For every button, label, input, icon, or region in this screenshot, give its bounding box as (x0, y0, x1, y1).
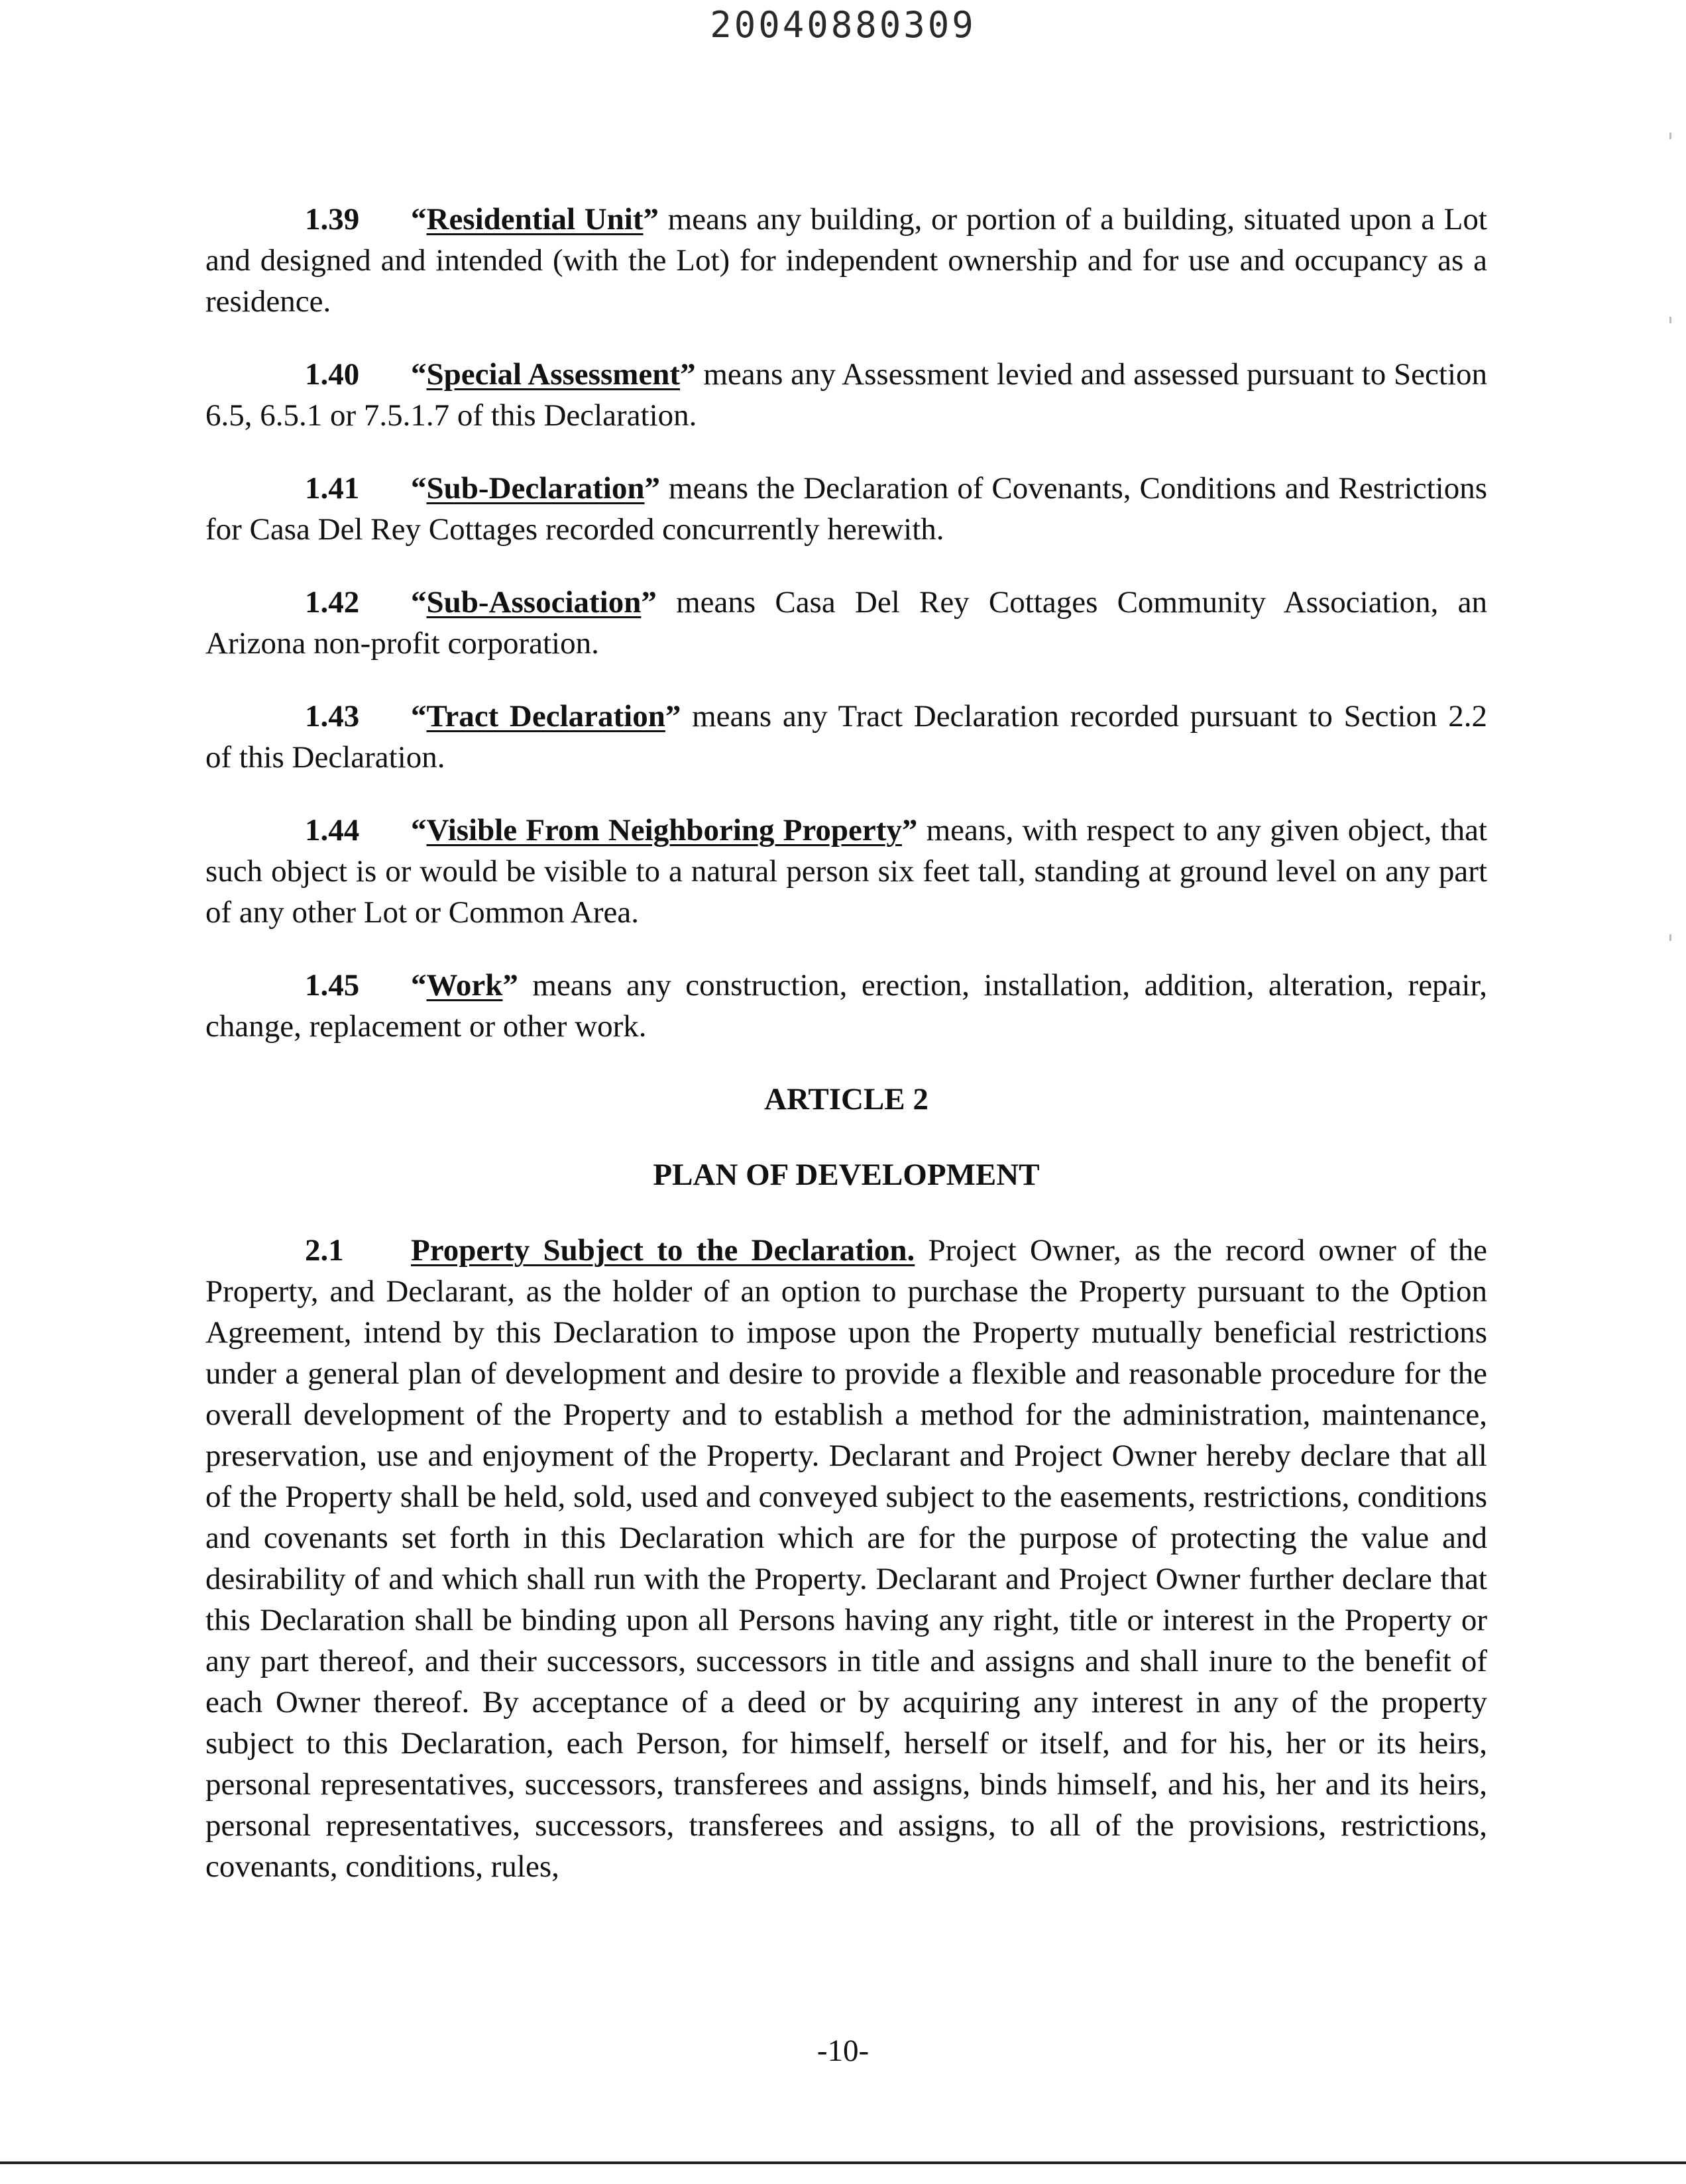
section-number: 2.1 (305, 1233, 344, 1268)
definition-1-40 (205, 354, 1487, 436)
definition-text: means any Assessment levied and assessed pursuant to Section 6.5, 6.5.1 or 7.5.1.7 of this Declaration. (205, 357, 1488, 433)
section-number: 1.45 (305, 968, 360, 1003)
defined-term: Work (426, 968, 503, 1003)
defined-term: Special Assessment (426, 357, 681, 392)
section-number: 1.43 (305, 699, 360, 734)
close-quote: ” (641, 585, 657, 620)
definition-text: means any building, or portion of a building, situated upon a Lot and designed and intended (with the Lot) for independent ownership and for use and occupancy as a residence. (205, 202, 1487, 319)
definition-text: means any Tract Declaration recorded pursuant to Section 2.2 of this Declaration. (205, 699, 1488, 775)
scan-artifact-mark (1669, 934, 1671, 941)
section-number: 1.41 (305, 471, 360, 506)
close-quote: ” (502, 968, 518, 1003)
definition-1-45 (205, 965, 1487, 1047)
scan-artifact-mark (1669, 317, 1671, 323)
open-quote: “ (411, 357, 427, 392)
section-2-1 (205, 1230, 1487, 1887)
section-number: 1.44 (305, 813, 360, 847)
definition-1-41 (205, 468, 1487, 550)
open-quote: “ (411, 968, 427, 1003)
close-quote: ” (680, 357, 696, 392)
defined-term: Sub-Declaration (426, 471, 645, 506)
defined-term: Tract Declaration (426, 699, 665, 734)
section-number: 1.39 (305, 202, 360, 237)
close-quote: ” (901, 813, 918, 847)
definition-1-42 (205, 582, 1487, 664)
open-quote: “ (411, 813, 427, 847)
definition-1-44 (205, 810, 1487, 933)
definition-text: means any construction, erection, installation, addition, alteration, repair, change, replacement or other work. (205, 968, 1487, 1044)
section-number: 1.40 (305, 357, 360, 392)
article-label: ARTICLE 2 (764, 1082, 928, 1117)
definition-text: means Casa Del Rey Cottages Community Association, an Arizona non-profit corporation. (205, 585, 1487, 661)
section-title: Property Subject to the Declaration. (411, 1233, 915, 1268)
section-text: Project Owner, as the record owner of the Property, and Declarant, as the holder of an option to purchase the Property pursuant to the Option Agreement, intend by this Declaration to impose upon the Property mutually beneficial restrictions under a general plan of development and desire to provide a flexible and reasonable procedure for the overall development of the Property and to establish a method for the administration, maintenance, preservation, use and enjoyment of the Property. Declarant and Project Owner hereby declare that all of the Property shall be held, sold, used and conveyed subject to the easements, restrictions, conditions and covenants set forth in this Declaration which are for the purpose of protecting the value and desirability of and which shall run with the Property. Declarant and Project Owner further declare that this Declaration shall be binding upon all Persons having any right, title or interest in the Property or any part thereof, and their successors, successors in title and assigns and shall inure to the benefit of each Owner thereof. By acceptance of a deed or by acquiring any interest in any of the property subject to this Declaration, each Person, for himself, herself or itself, and for his, her or its heirs, personal representatives, successors, transferees and assigns, binds himself, and his, her and its heirs, personal representatives, successors, transferees and assigns, to all of the provisions, restrictions, covenants, conditions, rules, (205, 1233, 1487, 1884)
defined-term: Visible From Neighboring Property (426, 813, 902, 847)
open-quote: “ (411, 202, 427, 237)
article-title: PLAN OF DEVELOPMENT (653, 1158, 1040, 1192)
scan-artifact-mark (1669, 133, 1671, 139)
close-quote: ” (643, 202, 659, 237)
document-number: 20040880309 (710, 4, 976, 46)
document-body (205, 199, 1487, 1919)
defined-term: Residential Unit (426, 202, 644, 237)
definition-1-39 (205, 199, 1487, 322)
section-number: 1.42 (305, 585, 360, 620)
open-quote: “ (411, 699, 427, 734)
definition-1-43 (205, 696, 1487, 778)
definition-text: means the Declaration of Covenants, Conditions and Restrictions for Casa Del Rey Cottages recorded concurrently herewith. (205, 471, 1487, 547)
open-quote: “ (411, 471, 427, 506)
page-number: -10- (816, 2034, 870, 2068)
bottom-rule-divider (0, 2161, 1686, 2164)
open-quote: “ (411, 585, 427, 620)
defined-term: Sub-Association (426, 585, 642, 620)
close-quote: ” (665, 699, 681, 734)
close-quote: ” (644, 471, 660, 506)
definition-text: means, with respect to any given object, that such object is or would be visible to a natural person six feet tall, standing at ground level on any part of any other Lot or Common Area. (205, 813, 1487, 930)
